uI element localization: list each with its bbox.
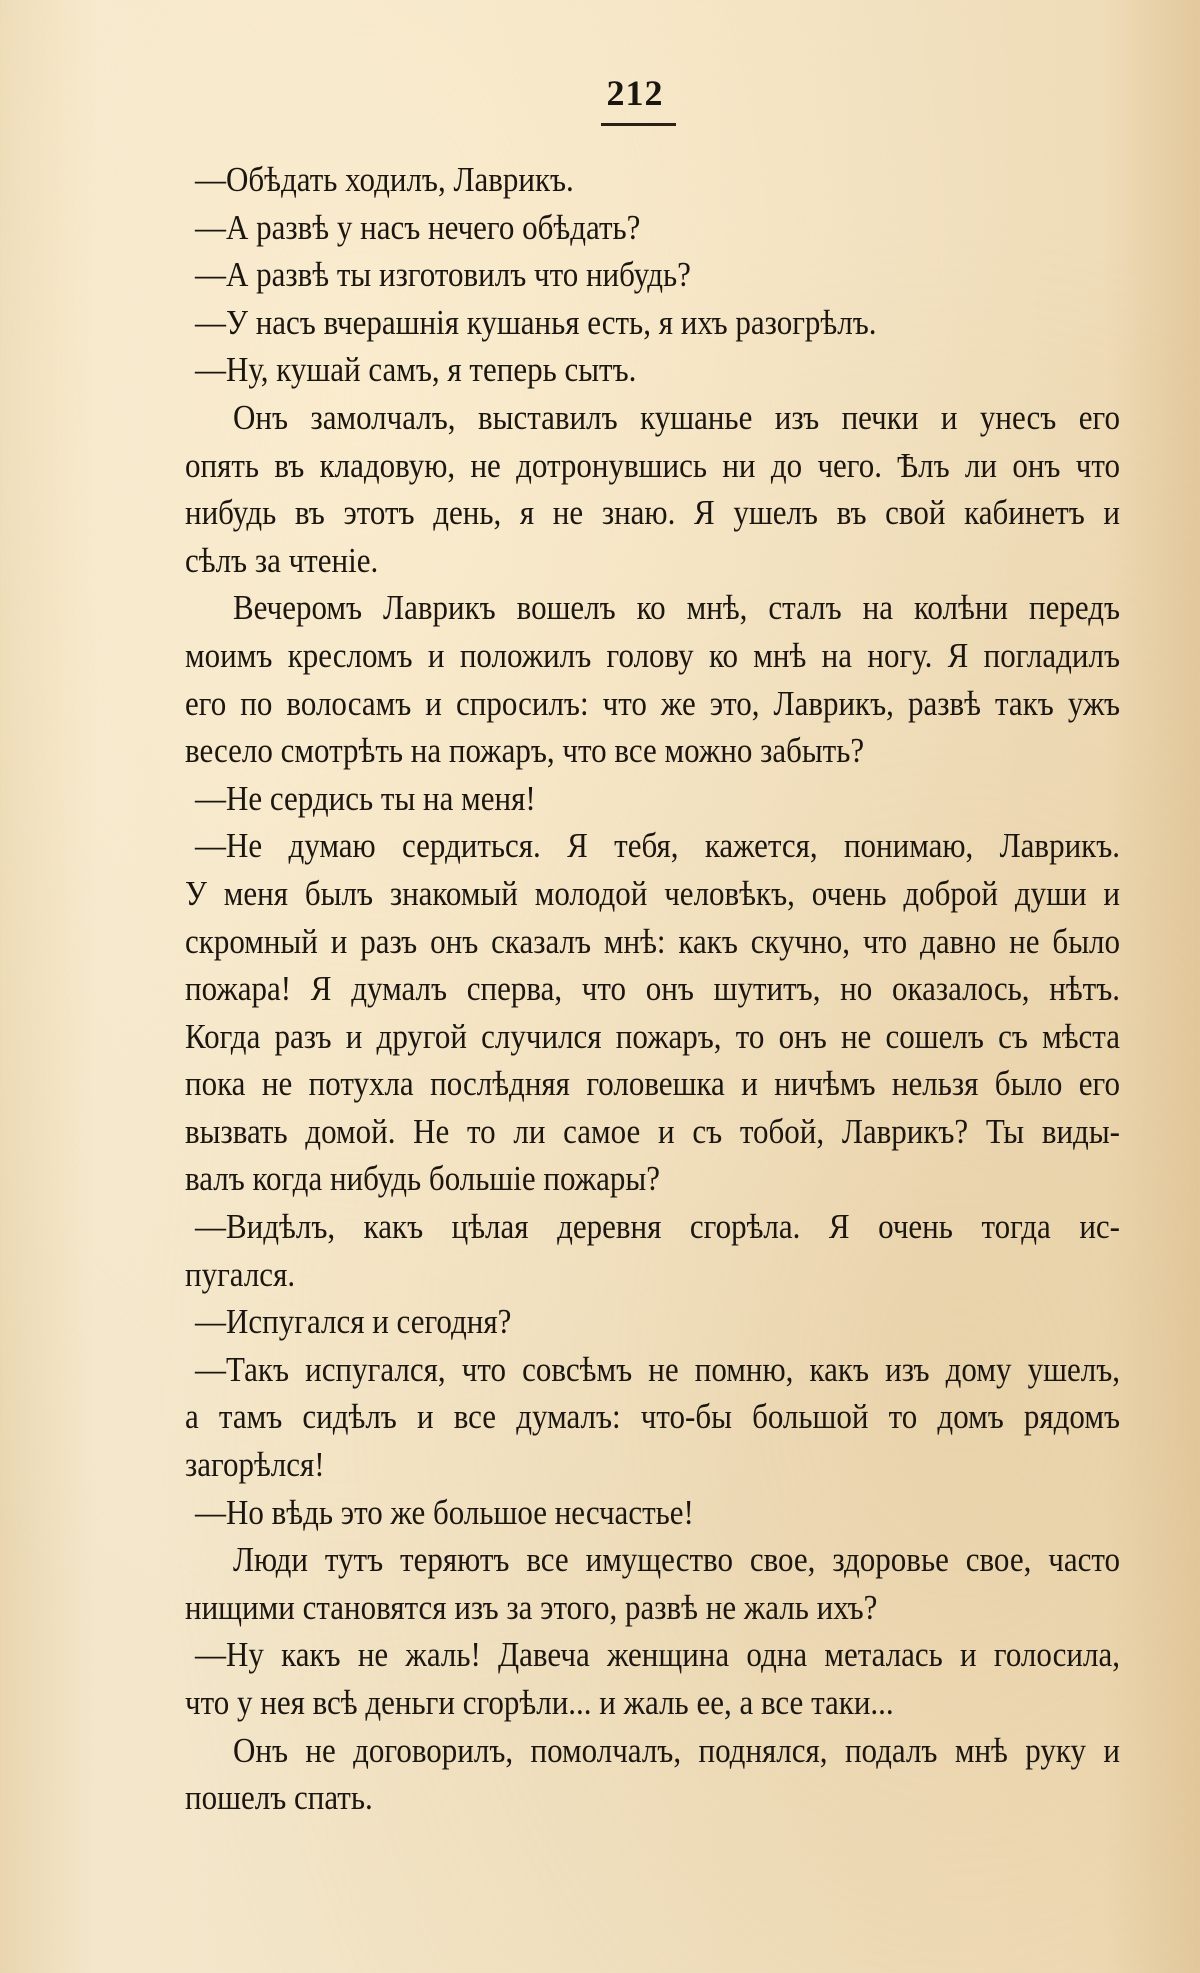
text-line: весело смотрѣть на пожаръ, что все можно забыть? [185,730,865,771]
dialogue-paragraph [185,156,1120,204]
dialogue-paragraph [185,775,1120,823]
paragraph [185,394,1120,584]
text-line: —Но вѣдь это же большое несчастье! [195,1492,694,1532]
text-line: —Обѣдать ходилъ, Лаврикъ. [195,159,574,200]
text-line: Люди тутъ теряютъ все имущество свое, здоровье свое, часто [233,1540,1120,1580]
text-line: сѣлъ за чтеніе. [185,540,379,580]
text-line: Вечеромъ Лаврикъ вошелъ ко мнѣ, сталъ на колѣни передъ [233,588,1120,628]
body-text [185,156,1120,1822]
text-line: его по волосамъ и спросилъ: что же это, Лаврикъ, развѣ такъ ужъ [185,683,1120,723]
text-line: валъ когда нибудь большіе пожары? [185,1159,660,1199]
text-line: —Не думаю сердиться. Я тебя, кажется, понимаю, Лаврикъ. [195,826,1120,866]
text-line: скромный и разъ онъ сказалъ мнѣ: какъ скучно, что давно не было [185,921,1120,961]
text-line: загорѣлся! [185,1444,325,1485]
text-line: —А развѣ у насъ нечего обѣдать? [195,207,641,247]
paragraph [185,1727,1120,1822]
dialogue-paragraph [185,1298,1120,1346]
text-line: Онъ замолчалъ, выставилъ кушанье изъ печки и унесъ его [233,397,1120,438]
text-line: пошелъ спать. [185,1778,373,1818]
text-line: Когда разъ и другой случился пожаръ, то онъ не сошелъ съ мѣста [185,1016,1120,1056]
dialogue-paragraph [185,299,1120,347]
text-line: вызвать домой. Не то ли самое и съ тобой, Лаврикъ? Ты виды- [185,1111,1120,1151]
page-number: 212 [606,73,664,113]
text-line: —Такъ испугался, что совсѣмъ не помню, какъ изъ дому ушелъ, [195,1349,1120,1389]
page-number-rule [601,123,676,126]
text-line: что у нея всѣ деньги сгорѣли... и жаль ее, а все таки... [185,1682,894,1723]
text-line: —А развѣ ты изготовилъ что нибудь? [195,255,691,295]
text-line: У меня былъ знакомый молодой человѣкъ, очень доброй души и [185,873,1120,913]
text-line: нищими становятся изъ за этого, развѣ не жаль ихъ? [185,1587,878,1627]
dialogue-paragraph [185,1489,1120,1537]
text-line: —Испугался и сегодня? [195,1302,512,1342]
text-line: —Видѣлъ, какъ цѣлая деревня сгорѣла. Я очень тогда ис- [195,1206,1120,1247]
dialogue-paragraph [185,822,1120,1203]
dialogue-paragraph [185,1203,1120,1298]
text-line: Онъ не договорилъ, помолчалъ, поднялся, подалъ мнѣ руку и [233,1730,1120,1770]
text-line: —У насъ вчерашнія кушанья есть, я ихъ разогрѣлъ. [195,302,877,342]
dialogue-paragraph [185,346,1120,394]
text-line: нибудь въ этотъ день, я не знаю. Я ушелъ въ свой кабинетъ и [185,493,1120,533]
dialogue-paragraph [185,204,1120,252]
dialogue-paragraph [185,1631,1120,1726]
text-line: —Ну какъ не жаль! Давеча женщина одна металась и голосила, [195,1635,1120,1675]
paragraph [185,584,1120,774]
text-line: пожара! Я думалъ сперва, что онъ шутитъ, но оказалось, нѣтъ. [185,968,1120,1009]
text-line: а тамъ сидѣлъ и все думалъ: что-бы большой то домъ рядомъ [185,1397,1120,1437]
text-line: моимъ кресломъ и положилъ голову ко мнѣ на ногу. Я погладилъ [185,635,1120,676]
paragraph [185,1536,1120,1631]
text-line: пока не потухла послѣдняя головешка и ничѣмъ нельзя было его [185,1064,1120,1104]
dialogue-paragraph [185,1346,1120,1489]
text-line: опять въ кладовую, не дотронувшись ни до чего. Ѣлъ ли онъ что [185,445,1120,485]
dialogue-paragraph [185,251,1120,299]
text-line: —Не сердись ты на меня! [195,778,536,818]
text-line: —Ну, кушай самъ, я теперь сытъ. [195,350,637,390]
text-line: пугался. [185,1254,296,1294]
